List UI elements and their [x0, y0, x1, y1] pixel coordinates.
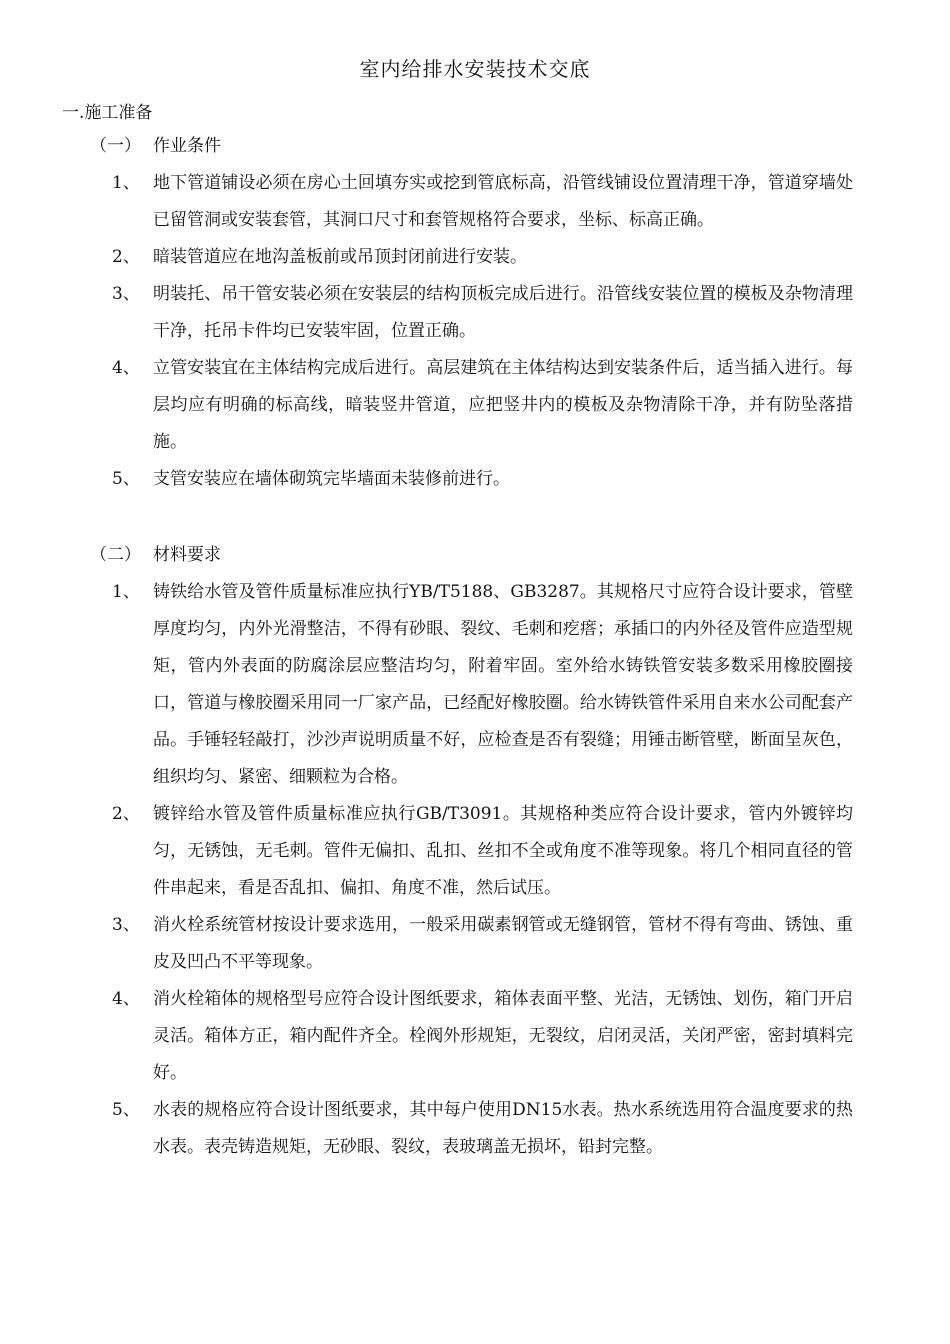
item-text: 明装托、吊干管安装必须在安装层的结构顶板完成后进行。沿管线安装位置的模板及杂物清理干净，托吊卡件均已安装牢固，位置正确。: [153, 284, 853, 341]
item-number: 3、: [112, 284, 140, 304]
item-number: 4、: [112, 989, 140, 1009]
subsection-title: 材料要求: [153, 545, 221, 565]
item-text: 镀锌给水管及管件质量标准应执行GB/T3091。其规格种类应符合设计要求，管内外镀锌均匀，无锈蚀，无毛刺。管件无偏扣、乱扣、丝扣不全或角度不准等现象。将几个相同直径的管件串起来，看是否乱扣、偏扣、角度不准，然后试压。: [153, 804, 853, 898]
list-item: [0, 276, 950, 350]
list-item: [0, 165, 950, 239]
list-item: [0, 1092, 950, 1166]
item-text: 地下管道铺设必须在房心土回填夯实或挖到管底标高，沿管线铺设位置清理干净，管道穿墙处已留管洞或安装套管，其洞口尺寸和套管规格符合要求，坐标、标高正确。: [153, 173, 853, 230]
list-item: [0, 574, 950, 796]
item-number: 1、: [112, 173, 140, 193]
item-number: 5、: [112, 469, 140, 489]
subsection-heading: [0, 537, 950, 574]
list-item: [0, 350, 950, 461]
item-text: 铸铁给水管及管件质量标准应执行YB/T5188、GB3287。其规格尺寸应符合设计要求，管壁厚度均匀，内外光滑整洁，不得有砂眼、裂纹、毛刺和疙瘩；承插口的内外径及管件应造型规矩，管内外表面的防腐涂层应整洁均匀，附着牢固。室外给水铸铁管安装多数采用橡胶圈接口，管道与橡胶圈采用同一厂家产品，已经配好橡胶圈。给水铸铁管件采用自来水公司配套产品。手锤轻轻敲打，沙沙声说明质量不好，应检查是否有裂缝；用锤击断管壁，断面呈灰色，组织均匀、紧密、细颗粒为合格。: [153, 582, 853, 787]
list-item: [0, 239, 950, 276]
list-item: [0, 981, 950, 1092]
section-heading: 一.施工准备: [62, 103, 153, 123]
item-number: 5、: [112, 1100, 140, 1120]
document-title: 室内给排水安装技术交底: [359, 57, 591, 81]
list-item: [0, 796, 950, 907]
item-number: 4、: [112, 358, 140, 378]
subsection-heading: [0, 128, 950, 165]
item-number: 1、: [112, 582, 140, 602]
subsection-work-conditions: [0, 128, 950, 498]
list-item: [0, 907, 950, 981]
item-number: 2、: [112, 247, 140, 267]
list-item: [0, 461, 950, 498]
item-text: 支管安装应在墙体砌筑完毕墙面未装修前进行。: [153, 469, 510, 489]
subsection-number: （二）: [90, 545, 141, 565]
item-number: 3、: [112, 915, 140, 935]
subsection-material-requirements: [0, 537, 950, 1166]
item-text: 立管安装宜在主体结构完成后进行。高层建筑在主体结构达到安装条件后，适当插入进行。每层均应有明确的标高线，暗装竖井管道，应把竖井内的模板及杂物清除干净，并有防坠落措施。: [153, 358, 853, 452]
item-text: 水表的规格应符合设计图纸要求，其中每户使用DN15水表。热水系统选用符合温度要求的热水表。表壳铸造规矩，无砂眼、裂纹，表玻璃盖无损坏，铅封完整。: [153, 1100, 853, 1157]
item-text: 暗装管道应在地沟盖板前或吊顶封闭前进行安装。: [153, 247, 527, 267]
item-text: 消火栓系统管材按设计要求选用，一般采用碳素钢管或无缝钢管，管材不得有弯曲、锈蚀、重皮及凹凸不平等现象。: [153, 915, 853, 972]
subsection-title: 作业条件: [153, 136, 221, 156]
subsection-number: （一）: [90, 136, 141, 156]
item-number: 2、: [112, 804, 140, 824]
item-text: 消火栓箱体的规格型号应符合设计图纸要求，箱体表面平整、光洁，无锈蚀、划伤，箱门开启灵活。箱体方正，箱内配件齐全。栓阀外形规矩，无裂纹，启闭灵活，关闭严密，密封填料完好。: [153, 989, 853, 1083]
